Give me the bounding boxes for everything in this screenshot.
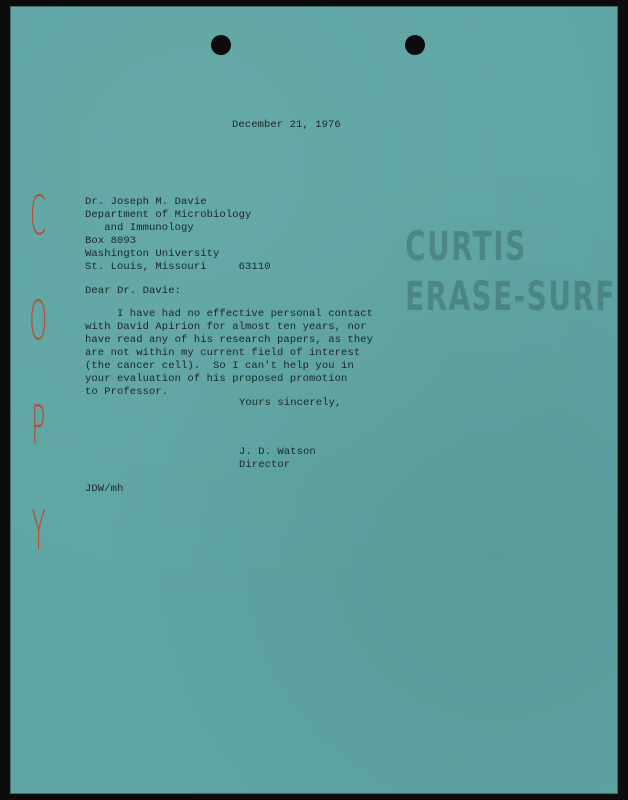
signer-title: Director <box>239 459 291 471</box>
paper-watermark-line2: ERASE-SURF <box>405 274 616 320</box>
punch-hole-left <box>211 35 231 55</box>
letter-sheet <box>10 6 618 794</box>
paper-watermark-line1: CURTIS <box>405 224 527 270</box>
letter-date: December 21, 1976 <box>232 119 341 131</box>
copy-stamp-letter: Y <box>31 499 45 562</box>
closing: Yours sincerely, <box>239 397 342 409</box>
typist-initials: JDW/mh <box>85 483 124 495</box>
copy-stamp-letter: O <box>29 289 47 352</box>
copy-stamp <box>22 176 54 596</box>
signature-block <box>239 446 316 472</box>
salutation: Dear Dr. Davie: <box>85 285 182 297</box>
copy-stamp-letter: C <box>30 184 46 247</box>
copy-stamp-letter: P <box>31 394 45 457</box>
letter-body: I have had no effective personal contact with David Apirion for almost ten years, nor have read any of his research papers, as they are not within my current field of interest (the cancer cell). So I can't help you in your evaluation of his proposed promotion to Professor. <box>85 308 374 398</box>
recipient-address: Dr. Joseph M. Davie Department of Microbiology and Immunology Box 8093 Washington University St. Louis, Missouri 63110 <box>85 196 271 273</box>
signer-name: J. D. Watson <box>239 446 316 458</box>
punch-hole-right <box>405 35 425 55</box>
